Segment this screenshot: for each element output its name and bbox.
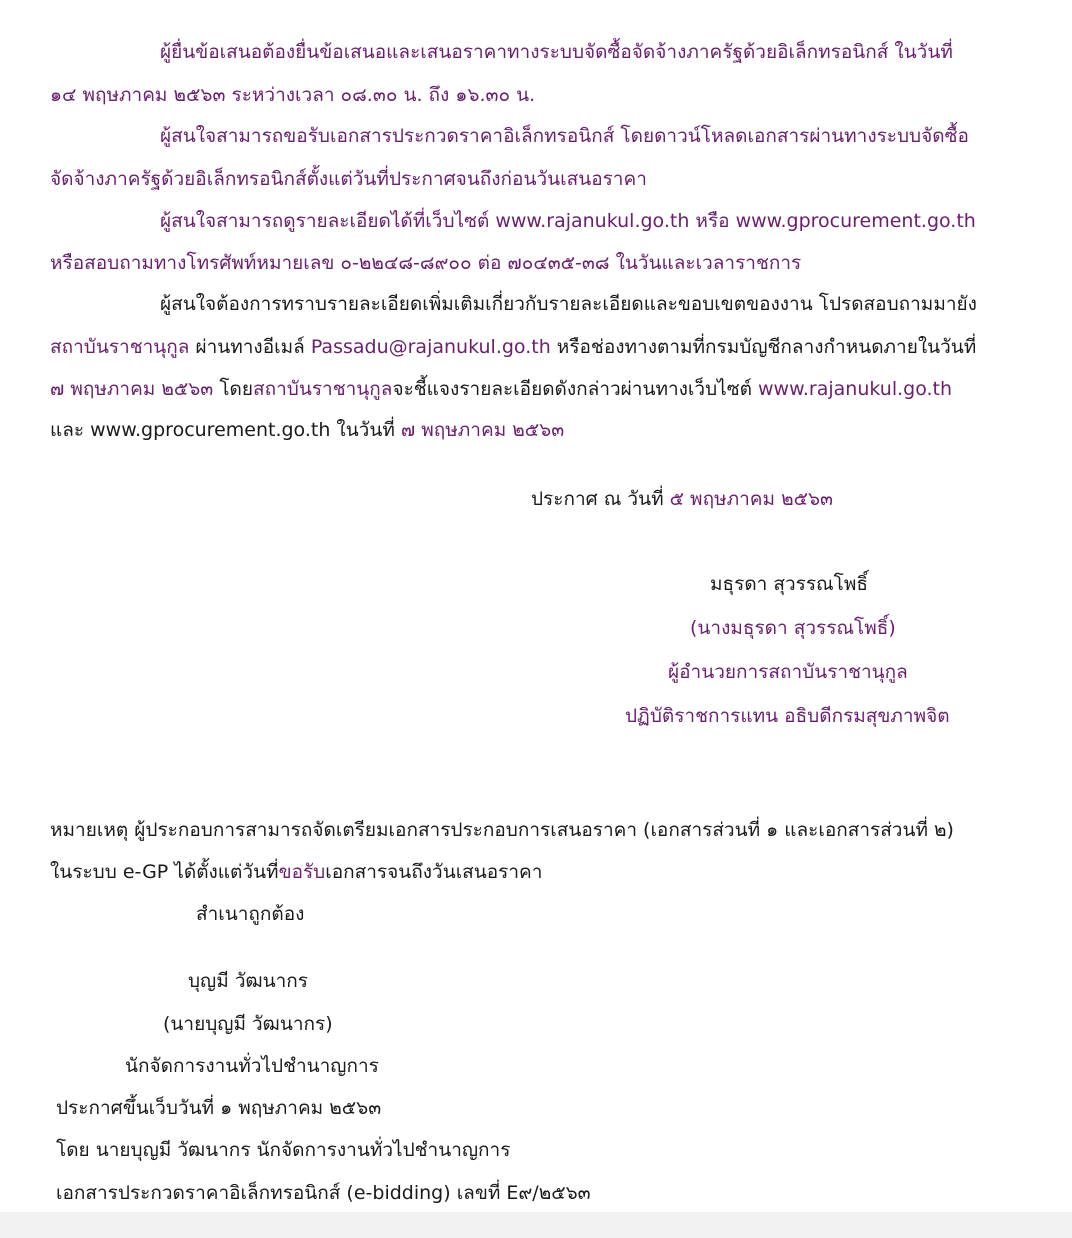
footer-doc-number: เอกสารประกวดราคาอิเล็กทรอนิกส์ (e-bidding) เลขที่ E๙/๒๕๖๓ [56,1182,591,1204]
clarify-text: จะชี้แจงรายละเอียดดังกล่าวผ่านทางเว็บไซต์ [392,378,758,400]
footer-by: โดย นายบุญมี วัฒนากร นักจัดการงานทั่วไปชำนาญการ [56,1139,511,1161]
via-email-text: ผ่านทางอีเมล์ [189,336,311,358]
para4-line3 [50,377,952,405]
footer-posted: ประกาศขึ้นเว็บวันที่ ๑ พฤษภาคม ๒๕๖๓ [56,1097,382,1119]
para1-line1: ผู้ยื่นข้อเสนอต้องยื่นข้อเสนอและเสนอราคาทางระบบจัดซื้อจัดจ้างภาครัฐด้วยอิเล็กทรอนิกส์ ในวันที่ [160,41,953,63]
channel-text: หรือช่องทางตามที่กรมบัญชีกลางกำหนดภายในวันที่ [550,336,977,358]
and-gprocurement-text: และ www.gprocurement.go.th ในวันที่ [50,419,401,441]
page-bottom-band [0,1212,1072,1238]
para3-line2: หรือสอบถามทางโทรศัพท์หมายเลข ๐-๒๒๔๘-๘๙๐๐ ต่อ ๗๐๔๓๕-๓๘ ในวันและเวลาราชการ [50,252,802,274]
signature2-signed: บุญมี วัฒนากร [188,970,309,992]
clarify-date: ๗ พฤษภาคม ๒๕๖๓ [400,419,565,441]
signature2-full-name: (นายบุญมี วัฒนากร) [163,1013,333,1035]
certified-copy: สำเนาถูกต้อง [196,903,305,925]
question-deadline: ๗ พฤษภาคม ๒๕๖๓ [50,378,214,400]
remark-line1: หมายเหตุ ผู้ประกอบการสามารถจัดเตรียมเอกสารประกอบการเสนอราคา (เอกสารส่วนที่ ๑ และเอกสารส่วนที่ ๒) [50,819,954,841]
email-address: Passadu@rajanukul.go.th [310,336,551,358]
agency-name-2: สถาบันราชานุกูล [253,378,393,400]
para3-line1: ผู้สนใจสามารถดูรายละเอียดได้ที่เว็บไซต์ www.rajanukul.go.th หรือ www.gprocurement.go.th [160,210,976,232]
para2-line2: จัดจ้างภาครัฐด้วยอิเล็กทรอนิกส์ตั้งแต่วันที่ประกาศจนถึงก่อนวันเสนอราคา [50,168,647,190]
remark-line2 [50,860,542,888]
para1-line2: ๑๔ พฤษภาคม ๒๕๖๓ ระหว่างเวลา ๐๘.๓๐ น. ถึง ๑๖.๓๐ น. [50,84,536,106]
remark-line2-c: เอกสารจนถึงวันเสนอราคา [325,861,543,883]
announce-date-value: ๕ พฤษภาคม ๒๕๖๓ [669,488,834,510]
signature1-position: ผู้อำนวยการสถาบันราชานุกูล [668,661,908,683]
signature2-position: นักจัดการงานทั่วไปชำนาญการ [125,1055,379,1077]
signature1-full-name: (นางมธุรดา สุวรรณโพธิ์) [690,617,896,639]
para4-line1: ผู้สนใจต้องการทราบรายละเอียดเพิ่มเติมเกี่ยวกับรายละเอียดและขอบเขตของงาน โปรดสอบถามมายัง [160,293,977,315]
by-text: โดย [213,378,254,400]
para4-line2 [50,335,976,363]
signature1-acting: ปฏิบัติราชการแทน อธิบดีกรมสุขภาพจิต [625,705,950,727]
announce-label: ประกาศ ณ วันที่ [531,488,670,510]
website-url: www.rajanukul.go.th [757,378,953,400]
announcement-date [531,487,833,515]
remark-line2-b: ขอรับ [278,861,326,883]
signature1-signed: มธุรดา สุวรรณโพธิ์ [710,573,869,595]
agency-name: สถาบันราชานุกูล [50,336,190,358]
para4-line4 [50,418,564,446]
remark-line2-a: ในระบบ e-GP ได้ตั้งแต่วันที่ [50,861,279,883]
para2-line1: ผู้สนใจสามารถขอรับเอกสารประกวดราคาอิเล็กทรอนิกส์ โดยดาวน์โหลดเอกสารผ่านทางระบบจัดซื้อ [160,125,969,147]
